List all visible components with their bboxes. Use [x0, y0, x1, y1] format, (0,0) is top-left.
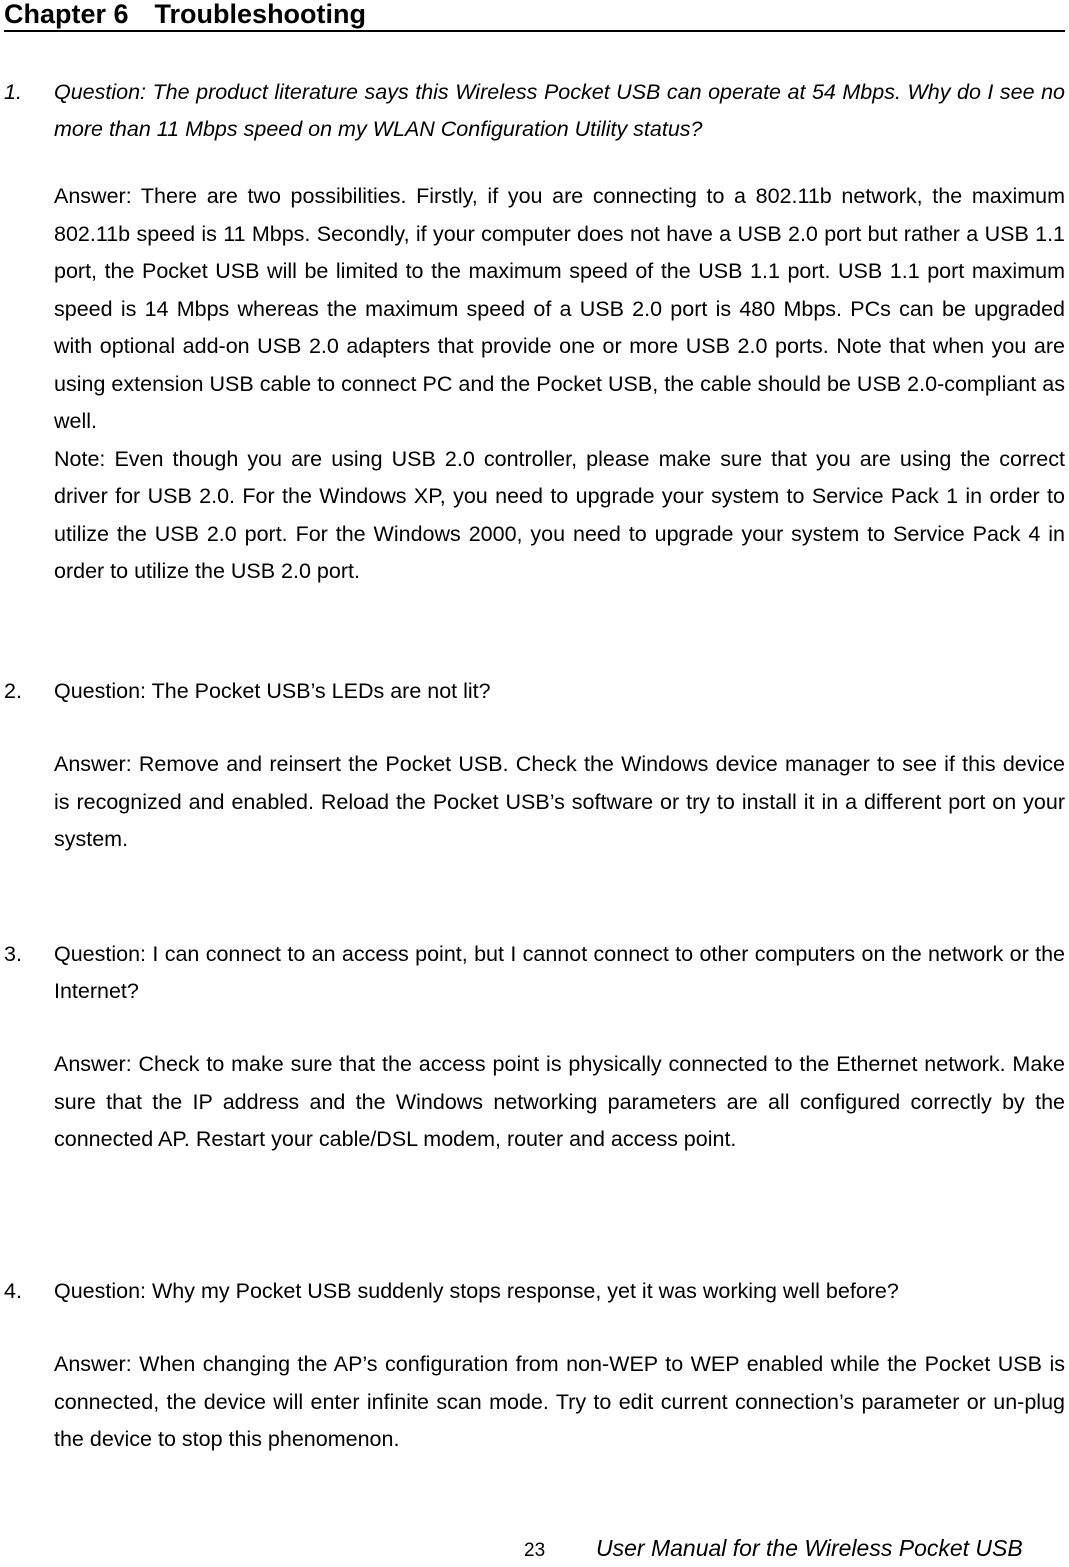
question-text: Question: The product literature says this Wireless Pocket USB can operate at 54 Mbps. Why do I see no more than 11 Mbps speed on my WLAN Configuration Utility status? — [54, 80, 1065, 141]
faq-item-2 — [0, 673, 1069, 859]
item-number: 1. — [4, 80, 22, 104]
item-number: 3. — [4, 942, 22, 966]
answer-text: Answer: There are two possibilities. Firstly, if you are connecting to a 802.11b network, the maximum 802.11b speed is 11 Mbps. Secondly, if your computer does not have a USB 2.0 port but rather a USB 1.1 port, the Pocket USB will be limited to the maximum speed of the USB 1.1 port. USB 1.1 port maximum speed is 14 Mbps whereas the maximum speed of a USB 2.0 port is 480 Mbps. PCs can be upgraded with optional add-on USB 2.0 adapters that provide one or more USB 2.0 ports. Note that when you are using extension USB cable to connect PC and the Pocket USB, the cable should be USB 2.0-compliant as well. — [54, 184, 1065, 433]
question-text: Question: I can connect to an access point, but I cannot connect to other computers on the network or the Internet? — [54, 942, 1065, 1003]
faq-item-1 — [0, 74, 1069, 591]
note-text: Note: Even though you are using USB 2.0 controller, please make sure that you are using the correct driver for USB 2.0. For the Windows XP, you need to upgrade your system to Service Pack 1 in order to utilize the USB 2.0 port. For the Windows 2000, you need to upgrade your system to Service Pack 4 in order to utilize the USB 2.0 port. — [54, 446, 1065, 583]
faq-item-4 — [0, 1273, 1069, 1459]
chapter-heading — [4, 0, 1065, 32]
page-footer — [0, 1533, 1069, 1567]
page-number: 23 — [524, 1540, 546, 1561]
chapter-title: Troubleshooting — [154, 0, 367, 29]
answer-text: Answer: When changing the AP’s configuration from non-WEP to WEP enabled while the Pocket USB is connected, the device will enter infinite scan mode. Try to edit current connection’s parameter or un-plug the device to stop this phenomenon. — [54, 1352, 1065, 1451]
manual-title: User Manual for the Wireless Pocket USB — [596, 1535, 1023, 1561]
question-text: Question: Why my Pocket USB suddenly stops response, yet it was working well before? — [54, 1279, 899, 1303]
answer-text: Answer: Check to make sure that the access point is physically connected to the Ethernet network. Make sure that the IP address and the Windows networking parameters are all configured correctly by the connected AP. Restart your cable/DSL modem, router and access point. — [54, 1052, 1065, 1151]
chapter-number: Chapter 6 — [4, 0, 129, 29]
faq-item-3 — [0, 936, 1069, 1159]
item-number: 2. — [4, 679, 22, 703]
item-number: 4. — [4, 1279, 22, 1303]
answer-text: Answer: Remove and reinsert the Pocket USB. Check the Windows device manager to see if this device is recognized and enabled. Reload the Pocket USB’s software or try to install it in a different port on your system. — [54, 752, 1065, 851]
question-text: Question: The Pocket USB’s LEDs are not lit? — [54, 679, 491, 703]
